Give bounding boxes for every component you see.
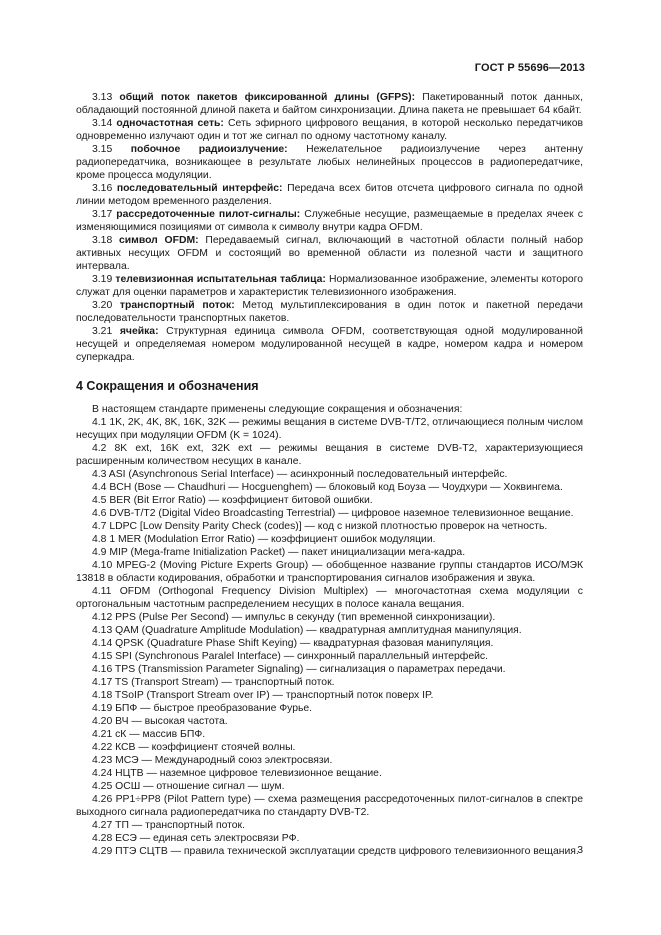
abbreviation-item: 4.15 SPI (Synchronous Paralel Interface) — синхронный параллельный интерфейс. bbox=[92, 651, 489, 662]
abbreviation-item: 4.11 OFDM (Orthogonal Frequency Division Multiplex) — многочастотная схема модуляции с ортогональным частотным распределением несущих в полосе канала вещания. bbox=[76, 586, 583, 610]
section-title: 4 Сокращения и обозначения bbox=[76, 379, 259, 393]
abbreviation-item: 4.25 ОСШ — отношение сигнал — шум. bbox=[92, 781, 285, 792]
abbreviation-item: 4.12 PPS (Pulse Per Second) — импульс в секунду (тип временной синхронизации). bbox=[92, 612, 496, 623]
abbreviation-item: 4.23 МСЭ — Международный союз электросвязи. bbox=[92, 755, 333, 766]
document-body bbox=[76, 91, 583, 858]
abbreviation-item: 4.24 НЦТВ — наземное цифровое телевизионное вещание. bbox=[92, 768, 382, 779]
definition-number: 3.19 bbox=[92, 274, 116, 285]
definition-item bbox=[76, 234, 583, 273]
definition-term: транспортный поток: bbox=[119, 300, 235, 311]
definition-item bbox=[76, 91, 583, 117]
definition-number: 3.21 bbox=[92, 326, 120, 337]
abbreviation-item: 4.26 PP1÷PP8 (Pilot Pattern type) — схема размещения рассредоточенных пилот-сигналов в спектре выходного сигнала радиопередатчика по стандарту DVB-T2. bbox=[76, 794, 583, 818]
abbreviations-list bbox=[76, 416, 583, 858]
definition-text: Служебные несущие, размещаемые в пределах ячеек с изменяющимися позициями от символа к символу внутри кадра OFDM. bbox=[76, 209, 583, 233]
definition-number: 3.17 bbox=[92, 209, 117, 220]
definition-text: Пакетированный поток данных, обладающий постоянной длиной пакета и байтом синхронизации. Длина пакета не превышает 64 кбайт. bbox=[76, 92, 583, 116]
section-intro bbox=[76, 403, 583, 416]
section-intro-text: В настоящем стандарте применены следующие сокращения и обозначения: bbox=[92, 404, 463, 415]
abbreviation-item: 4.13 QAM (Quadrature Amplitude Modulation) — квадратурная амплитудная манипуляция. bbox=[92, 625, 522, 636]
standard-header: ГОСТ Р 55696—2013 bbox=[474, 62, 585, 74]
abbreviation-item: 4.3 ASI (Asynchronous Serial Interface) — асинхронный последовательный интерфейс. bbox=[92, 469, 508, 480]
definition-number: 3.16 bbox=[92, 183, 117, 194]
abbreviation-item: 4.19 БПФ — быстрое преобразование Фурье. bbox=[92, 703, 313, 714]
abbreviation-item: 4.20 ВЧ — высокая частота. bbox=[92, 716, 228, 727]
definition-number: 3.15 bbox=[92, 144, 131, 155]
definition-text: Нормализованное изображение, элементы которого служат для оценки параметров и характеристик телевизионного изображения. bbox=[76, 274, 583, 298]
definition-item bbox=[76, 325, 583, 364]
abbreviation-item: 4.5 BER (Bit Error Ratio) — коэффициент битовой ошибки. bbox=[92, 495, 373, 506]
abbreviation-item: 4.10 MPEG-2 (Moving Picture Experts Group) — обобщенное название группы стандартов ИСО/МЭК 13818 в области кодирования, обработки и транспортирования сигналов изображения и звука. bbox=[76, 560, 583, 584]
abbreviation-item: 4.7 LDPC [Low Density Parity Check (codes)] — код с низкой плотностью проверок на четность. bbox=[92, 521, 548, 532]
abbreviation-item: 4.28 ЕСЭ — единая сеть электросвязи РФ. bbox=[92, 833, 300, 844]
abbreviation-item: 4.27 ТП — транспортный поток. bbox=[92, 820, 245, 831]
definition-term: символ OFDM: bbox=[118, 235, 199, 246]
abbreviation-item: 4.2 8K ext, 16K ext, 32K ext — режимы вещания в системе DVB-T2, характеризующиеся расширенным количеством несущих в канале. bbox=[76, 443, 583, 467]
abbreviation-item: 4.9 MIP (Mega-frame Initialization Packet) — пакет инициализации мега-кадра. bbox=[92, 547, 466, 558]
definition-number: 3.13 bbox=[92, 92, 120, 103]
definition-item bbox=[76, 208, 583, 234]
abbreviation-item: 4.17 TS (Transport Stream) — транспортный поток. bbox=[92, 677, 335, 688]
abbreviation-item: 4.1 1K, 2K, 4K, 8K, 16K, 32K — режимы вещания в системе DVB-T/T2, отличающиеся полным числом несущих при модуляции OFDM (K = 1024). bbox=[76, 417, 583, 441]
abbreviation-item: 4.22 КСВ — коэффициент стоячей волны. bbox=[92, 742, 296, 753]
definition-number: 3.18 bbox=[92, 235, 119, 246]
abbreviation-item: 4.21 сК — массив БПФ. bbox=[92, 729, 206, 740]
definition-term: телевизионная испытательная таблица: bbox=[115, 274, 326, 285]
definition-term: побочное радиоизлучение: bbox=[130, 144, 288, 155]
definition-item bbox=[76, 273, 583, 299]
definition-item bbox=[76, 117, 583, 143]
abbreviation-item: 4.8 1 MER (Modulation Error Ratio) — коэффициент ошибок модуляции. bbox=[92, 534, 436, 545]
definition-number: 3.20 bbox=[92, 300, 120, 311]
definitions-list bbox=[76, 91, 583, 364]
abbreviation-item: 4.16 TPS (Transmission Parameter Signaling) — сигнализация о параметрах передачи. bbox=[92, 664, 506, 675]
definition-term: одночастотная сеть: bbox=[116, 118, 224, 129]
definition-term: общий поток пакетов фиксированной длины (GFPS): bbox=[119, 92, 416, 103]
abbreviation-item: 4.18 TSoIP (Transport Stream over IP) — транспортный поток поверх IP. bbox=[92, 690, 434, 701]
page-number: 3 bbox=[577, 845, 583, 856]
definition-item bbox=[76, 182, 583, 208]
definition-number: 3.14 bbox=[92, 118, 117, 129]
definition-text: Структурная единица символа OFDM, соответствующая одной модулированной несущей и определяемая номером модулированной несущей в кадре, номером кадра и номером суперкадра. bbox=[76, 326, 583, 363]
definition-text: Сеть эфирного цифрового вещания, в которой несколько передатчиков одновременно излучают один и тот же сигнал по одному частотному каналу. bbox=[76, 118, 584, 142]
definition-term: последовательный интерфейс: bbox=[116, 183, 283, 194]
definition-term: рассредоточенные пилот-сигналы: bbox=[116, 209, 301, 220]
abbreviation-item: 4.14 QPSK (Quadrature Phase Shift Keying) — квадратурная фазовая манипуляция. bbox=[92, 638, 494, 649]
definition-term: ячейка: bbox=[119, 326, 159, 337]
definition-text: Метод мультиплексирования в один поток и пакетной передачи последовательности транспортных пакетов. bbox=[76, 300, 583, 324]
definition-text: Передаваемый сигнал, включающий в частотной области полный набор активных несущих OFDM и состоящий во временной области из полезной части и защитного интервала. bbox=[76, 235, 583, 272]
definition-text: Передача всех битов отсчета цифрового сигнала по одной линии методом временного разделения. bbox=[76, 183, 583, 207]
abbreviation-item: 4.4 BCH (Bose — Chaudhuri — Hocguenghem) — блоковый код Боуза — Чоудхури — Хоквингема. bbox=[92, 482, 563, 493]
definition-item bbox=[76, 143, 583, 182]
definition-text: Нежелательное радиоизлучение через антенну радиопередатчика, возникающее в результате любых нелинейных процессов в радиопередатчике, кроме процесса модуляции. bbox=[76, 144, 583, 181]
abbreviation-item: 4.29 ПТЭ СЦТВ — правила технической эксплуатации средств цифрового телевизионного вещания. bbox=[92, 846, 579, 857]
definition-item bbox=[76, 299, 583, 325]
abbreviation-item: 4.6 DVB-T/T2 (Digital Video Broadcasting Terrestrial) — цифровое наземное телевизионное вещание. bbox=[92, 508, 574, 519]
